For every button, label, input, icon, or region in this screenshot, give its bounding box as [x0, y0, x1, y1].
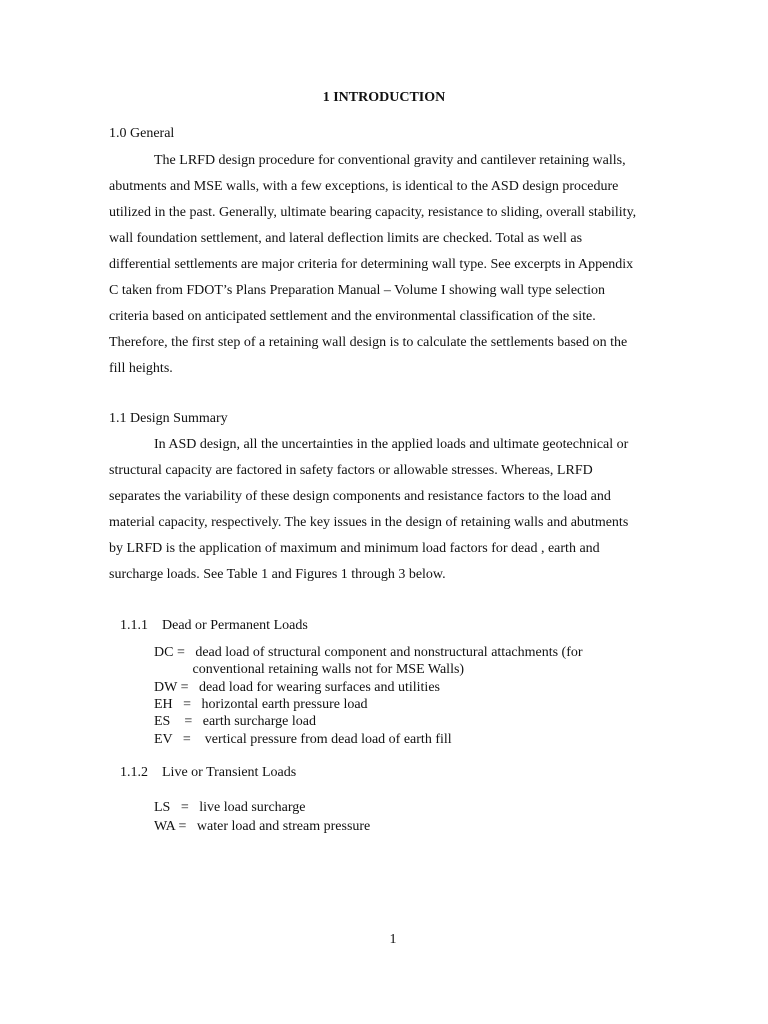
- section-1-0-paragraph: [109, 148, 669, 382]
- paragraph-line: surcharge loads. See Table 1 and Figures 1 through 3 below.: [109, 567, 446, 582]
- definition-es: ES = earth surcharge load: [154, 714, 316, 729]
- definition-ls: LS = live load surcharge: [154, 800, 306, 815]
- paragraph-line: abutments and MSE walls, with a few exceptions, is identical to the ASD design procedure: [109, 179, 619, 194]
- definition-wa: WA = water load and stream pressure: [154, 819, 371, 834]
- page-title: 1 INTRODUCTION: [322, 90, 446, 105]
- definition-ev: EV = vertical pressure from dead load of earth fill: [154, 732, 452, 747]
- paragraph-line: separates the variability of these design components and resistance factors to the load and: [109, 489, 611, 504]
- paragraph-line: differential settlements are major criteria for determining wall type. See excerpts in Appendix: [109, 257, 634, 272]
- paragraph-line: utilized in the past. Generally, ultimate bearing capacity, resistance to sliding, overall stability,: [109, 205, 637, 220]
- page-number: 1: [389, 932, 397, 947]
- paragraph-line: structural capacity are factored in safety factors or allowable stresses. Whereas, LRFD: [109, 463, 593, 478]
- paragraph-line: C taken from FDOT’s Plans Preparation Manual – Volume I showing wall type selection: [109, 283, 606, 298]
- paragraph-line: Therefore, the first step of a retaining wall design is to calculate the settlements based on the: [109, 335, 628, 350]
- paragraph-line: fill heights.: [109, 361, 173, 376]
- section-1-1-heading: 1.1 Design Summary: [109, 411, 228, 426]
- definition-eh: EH = horizontal earth pressure load: [154, 697, 368, 712]
- section-1-0-heading: 1.0 General: [109, 126, 175, 141]
- paragraph-line: by LRFD is the application of maximum and minimum load factors for dead , earth and: [109, 541, 600, 556]
- paragraph-line: wall foundation settlement, and lateral deflection limits are checked. Total as well as: [109, 231, 583, 246]
- section-1-1-2-heading: 1.1.2 Live or Transient Loads: [120, 765, 297, 780]
- definition-dc: DC = dead load of structural component and nonstructural attachments (for: [154, 645, 583, 660]
- section-1-1-paragraph: [109, 432, 669, 588]
- section-1-1-1-heading: 1.1.1 Dead or Permanent Loads: [120, 618, 308, 633]
- paragraph-line: The LRFD design procedure for conventional gravity and cantilever retaining walls,: [154, 153, 626, 168]
- paragraph-line: criteria based on anticipated settlement and the environmental classification of the site.: [109, 309, 596, 324]
- definition-dw: DW = dead load for wearing surfaces and utilities: [154, 680, 440, 695]
- paragraph-line: In ASD design, all the uncertainties in the applied loads and ultimate geotechnical or: [154, 437, 629, 452]
- definition-dc-continued: conventional retaining walls not for MSE Walls): [154, 662, 465, 677]
- paragraph-line: material capacity, respectively. The key issues in the design of retaining walls and abutments: [109, 515, 629, 530]
